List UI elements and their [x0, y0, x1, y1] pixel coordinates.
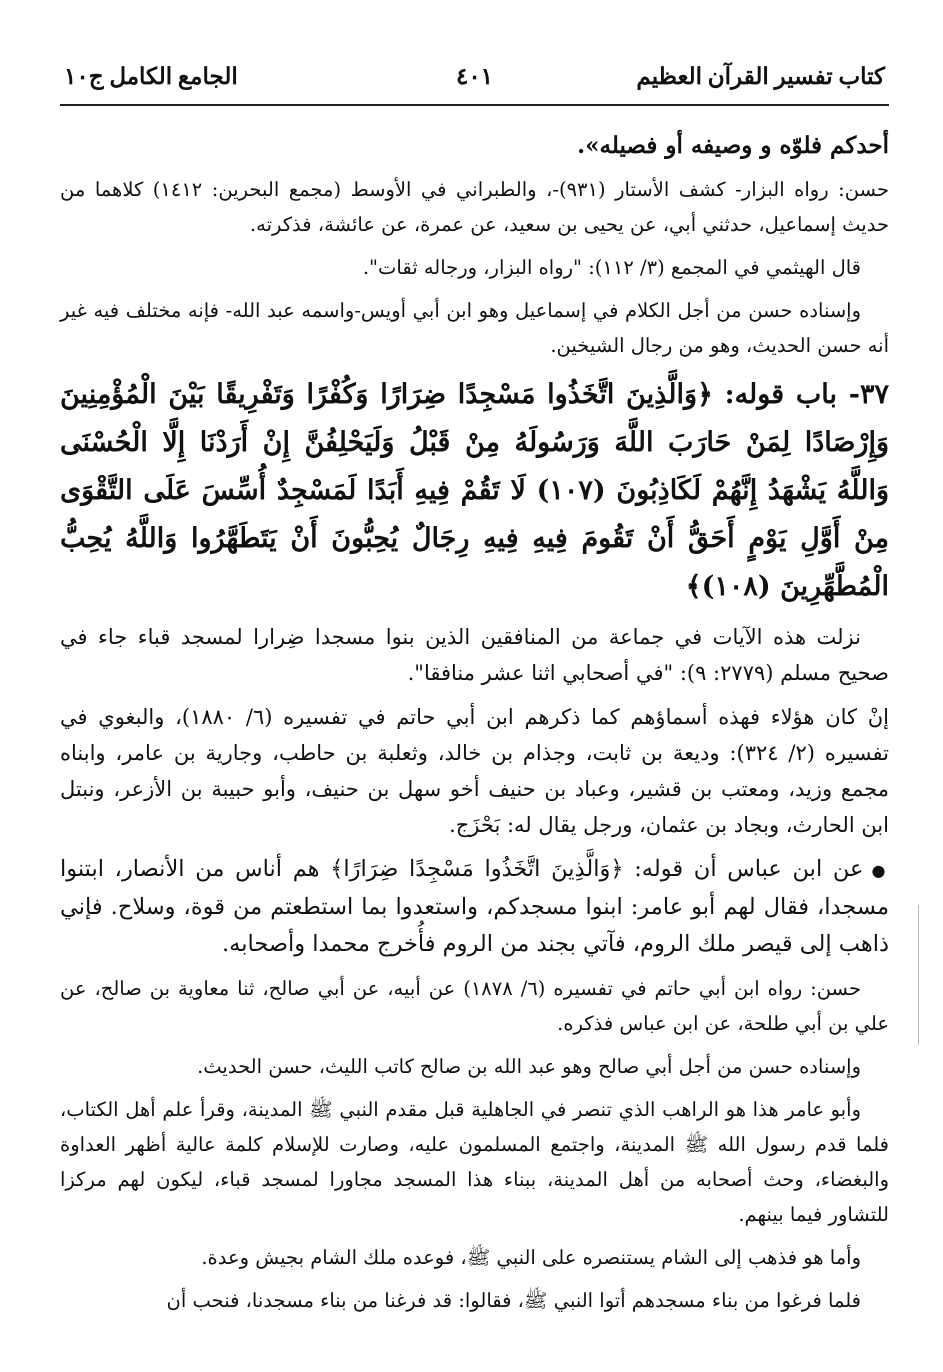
paragraph-abu-amir: وأبو عامر هذا هو الراهب الذي تنصر في الجاهلية قبل مقدم النبي ﷺ المدينة، وقرأ علم أهل الكتاب، فلما قدم رسول الله ﷺ المدينة، واجتمع المسلمون عليه، وصارت للإسلام كلمة عالية أظهر العداوة والبغضاء، وحث أصحابه من أهل المدينة، ببناء هذا المسجد مجاورا لمسجد قباء، ليكون لهم مركزا للتشاور فيما بينهم. [60, 1098, 889, 1226]
paragraph-names: إنْ كان هؤلاء فهذه أسماؤهم كما ذكرهم ابن أبي حاتم في تفسيره (٦/ ١٨٨٠)، والبغوي في تفسيره (٢/ ٣٢٤): وديعة بن ثابت، وجذام بن خالد، وثعلبة بن حاطب، وجارية بن عامر، وابناه مجمع وزيد، ومعتب بن قشير، وعباد بن حنيف أخو سهل بن حنيف، وأبو حبيبة بن الأزعر، ونبتل ابن الحارث، وبجاد بن عثمان، ورجل يقال له: بَحْزَج. [60, 705, 889, 837]
paragraph-haythami: قال الهيثمي في المجمع (٣/ ١١٢): "رواه البزار، ورجاله ثقات". [362, 256, 861, 279]
paragraph-finished-building: فلما فرغوا من بناء مسجدهم أتوا النبي ﷺ، فقالوا: قد فرغنا من بناء مسجدنا، فنحب أن [166, 1289, 861, 1312]
paragraph-hadith-end: أحدكم فلوّه و وصيفه أو فصيله». [577, 132, 889, 159]
page-header [60, 58, 889, 106]
paragraph-isnad-1: وإسناده حسن من أجل الكلام في إسماعيل وهو ابن أبي أويس-واسمه عبد الله- فإنه مختلف فيه غير أنه حسن الحديث، وهو من رجال الشيخين. [60, 299, 889, 357]
margin-rule [918, 905, 919, 1045]
paragraph-sham: وأما هو فذهب إلى الشام يستنصره على النبي ﷺ، فوعده ملك الشام بجيش وعدة. [201, 1246, 861, 1269]
page-body [60, 128, 889, 1326]
paragraph-ibn-abbas: ● عن ابن عباس أن قوله: ﴿وَالَّذِينَ اتَّخَذُوا مَسْجِدًا ضِرَارًا﴾ هم أناس من الأنصار، ابتنوا مسجدا، فقال لهم أبو عامر: ابنوا مسجدكم، واستعدوا بما استطعتم من قوة، وسلاح. فإني ذاهب إلى قيصر ملك الروم، فآتي بجند من الروم فأُخرج محمدا وأصحابه. [60, 851, 889, 963]
paragraph-revelation: نزلت هذه الآيات في جماعة من المنافقين الذين بنوا مسجدا ضِرارا لمسجد قباء جاء في صحيح مسلم (٢٧٧٩: ٩): "في أصحابي اثنا عشر منافقا". [60, 625, 889, 685]
paragraph-isnad-2: وإسناده حسن من أجل أبي صالح وهو عبد الله بن صالح كاتب الليث، حسن الحديث. [197, 1055, 861, 1078]
paragraph-takhrij-1: حسن: رواه البزار- كشف الأستار (٩٣١)-، والطبراني في الأوسط (مجمع البحرين: ١٤١٢) كلاهما من حديث إسماعيل، حدثني أبي، عن يحيى بن سعيد، عن عمرة، عن عائشة، فذكرته. [60, 178, 890, 236]
chapter-heading-37: ٣٧- باب قوله: ﴿وَالَّذِينَ اتَّخَذُوا مَسْجِدًا ضِرَارًا وَكُفْرًا وَتَفْرِيقًا بَيْنَ الْمُؤْمِنِينَ وَإِرْصَادًا لِمَنْ حَارَبَ اللَّهَ وَرَسُولَهُ مِنْ قَبْلُ وَلَيَحْلِفُنَّ إِنْ أَرَدْنَا إِلَّا الْحُسْنَى وَاللَّهُ يَشْهَدُ إِنَّهُمْ لَكَاذِبُونَ (١٠٧) لَا تَقُمْ فِيهِ أَبَدًا لَمَسْجِدٌ أُسِّسَ عَلَى التَّقْوَى مِنْ أَوَّلِ يَوْمٍ أَحَقُّ أَنْ تَقُومَ فِيهِ فِيهِ رِجَالٌ يُحِبُّونَ أَنْ يَتَطَهَّرُوا وَاللَّهُ يُحِبُّ الْمُطَّهِّرِينَ (١٠٨)﴾ [60, 379, 889, 602]
paragraph-takhrij-2: حسن: رواه ابن أبي حاتم في تفسيره (٦/ ١٨٧٨) عن أبيه، عن أبي صالح، ثنا معاوية بن صالح، عن علي بن أبي طلحة، عن ابن عباس فذكره. [60, 977, 889, 1035]
page-number: ٤٠١ [455, 64, 494, 89]
volume-title: الجامع الكامل ج١٠ [64, 64, 238, 89]
book-title: كتاب تفسير القرآن العظيم [636, 64, 885, 89]
